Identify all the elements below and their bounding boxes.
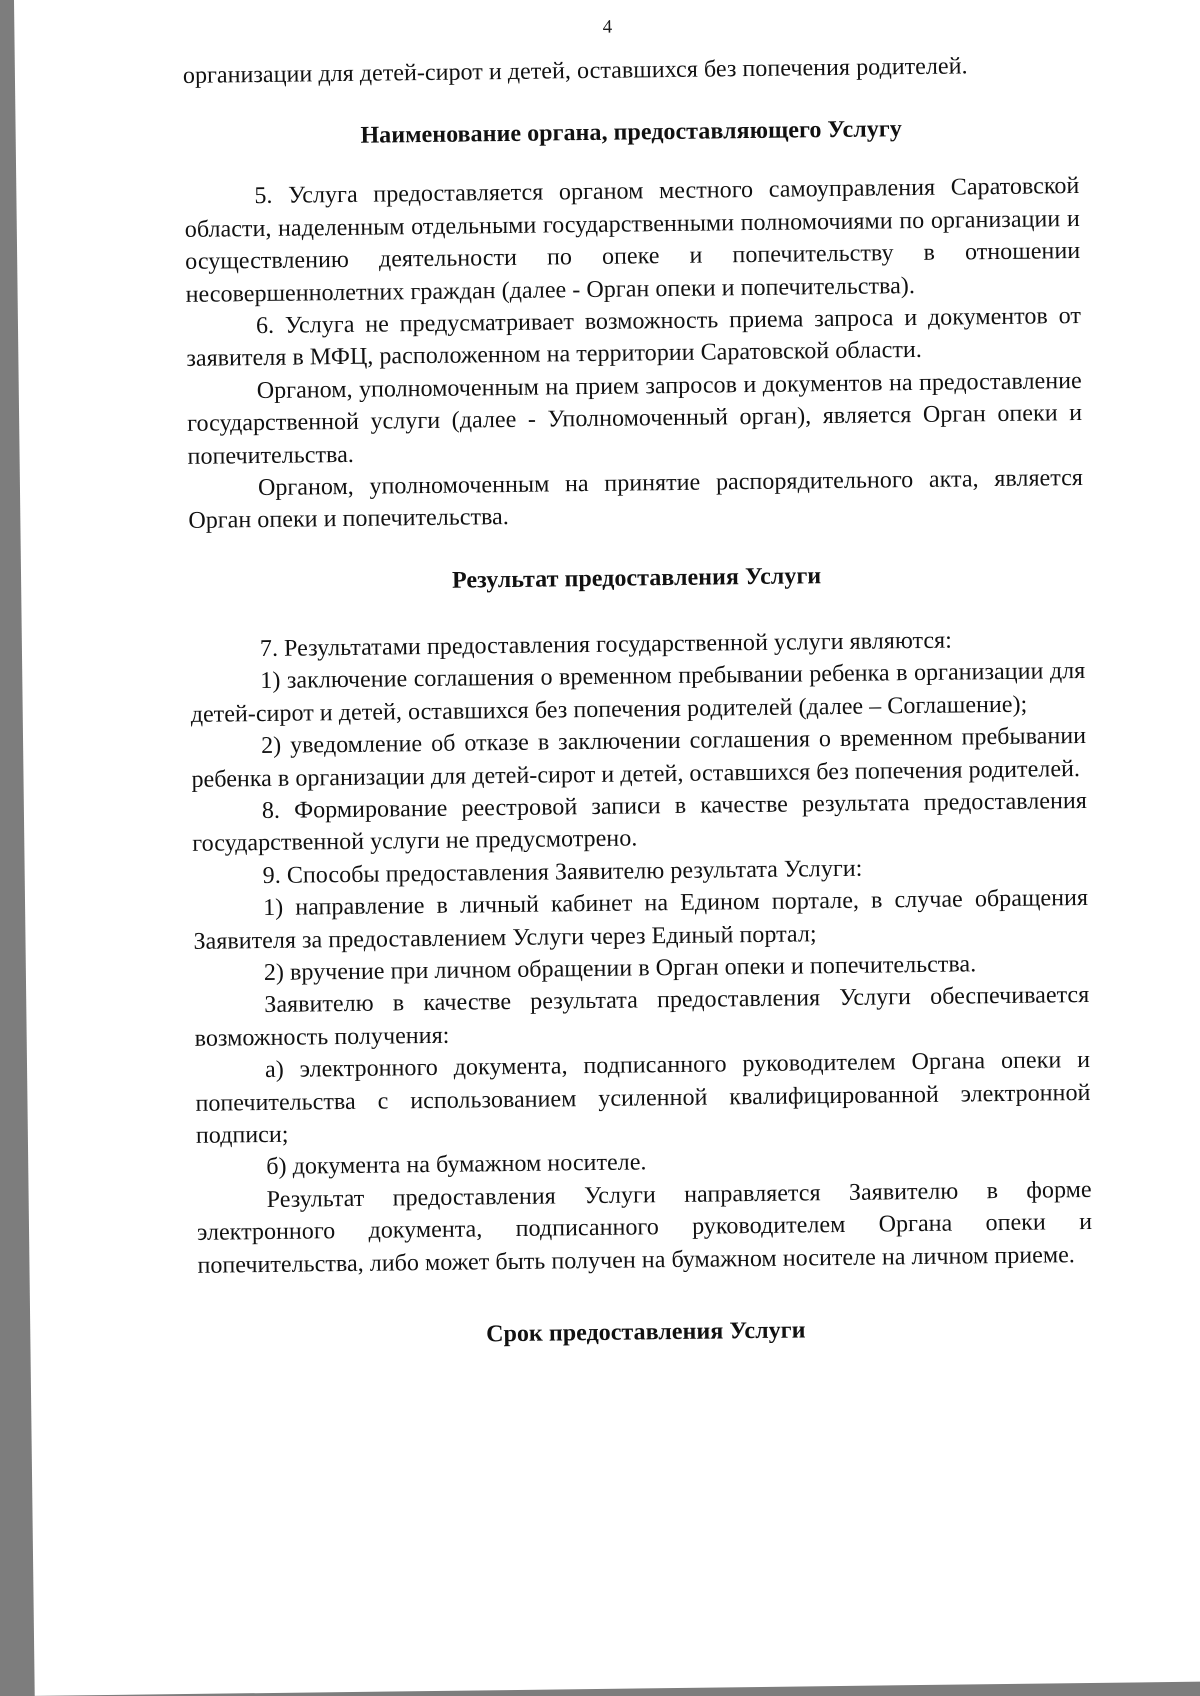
paragraph-5: 5. Услуга предоставляется органом местного самоуправления Саратовской области, наделенным отдельными государственными полномочиями по организации и осуществлению деятельности по опеке и попечительству в отношении несовершеннолетних граждан (далее - Орган опеки и попечительства). bbox=[184, 173, 1081, 308]
paragraph-act-body: Органом, уполномоченным на принятие распорядительного акта, является Орган опеки и попечительства. bbox=[188, 465, 1084, 535]
paragraph-applicant-options: Заявителю в качестве результата предоставления Услуги обеспечивается возможность получения: bbox=[194, 982, 1090, 1052]
paragraph-6: 6. Услуга не предусматривает возможность приема запроса и документов от заявителя в МФЦ, расположенном на территории Саратовской области. bbox=[186, 303, 1082, 373]
paragraph-9: 9. Способы предоставления Заявителю результата Услуги: bbox=[262, 855, 863, 889]
section-heading-authority: Наименование органа, предоставляющего Услугу bbox=[360, 116, 902, 150]
paragraph-9-item-1: 1) направление в личный кабинет на Едином портале, в случае обращения Заявителя за предоставлением Услуги через Единый портал; bbox=[193, 885, 1089, 955]
document-body bbox=[183, 49, 1094, 1354]
page-number: 4 bbox=[602, 16, 613, 38]
paragraph-7-item-1: 1) заключение соглашения о временном пребывании ребенка в организации для детей-сирот и детей, оставшихся без попечения родителей (далее – Соглашение); bbox=[190, 658, 1086, 728]
document-page bbox=[14, 0, 1200, 1696]
paragraph-7: 7. Результатами предоставления государственной услуги являются: bbox=[259, 627, 953, 662]
section-heading-result: Результат предоставления Услуги bbox=[451, 563, 822, 594]
paragraph-option-b: б) документа на бумажном носителе. bbox=[266, 1149, 647, 1181]
section-heading-term: Срок предоставления Услуги bbox=[485, 1317, 806, 1348]
paragraph-authorized-body: Органом, уполномоченным на прием запросов и документов на предоставление государственной услуги (далее - Уполномоченный орган), является Орган опеки и попечительства. bbox=[187, 367, 1083, 470]
paragraph-option-a: а) электронного документа, подписанного руководителем Органа опеки и попечительства с использованием усиленной квалифицированной электронной подписи; bbox=[195, 1047, 1091, 1149]
paragraph-9-item-2: 2) вручение при личном обращении в Орган опеки и попечительства. bbox=[263, 951, 977, 986]
continuation-text: организации для детей-сирот и детей, оставшихся без попечения родителей. bbox=[182, 53, 968, 89]
paragraph-8: 8. Формирование реестровой записи в качестве результата предоставления государственной услуги не предусмотрено. bbox=[192, 787, 1088, 858]
paragraph-7-item-2: 2) уведомление об отказе в заключении соглашения о временном пребывании ребенка в организации для детей-сирот и детей, оставшихся без попечения родителей. bbox=[191, 723, 1087, 793]
paragraph-result-delivery: Результат предоставления Услуги направляется Заявителю в форме электронного документа, подписанного руководителем Органа опеки и попечительства, либо может быть получен на бумажном носителе на личном приеме. bbox=[196, 1176, 1093, 1279]
